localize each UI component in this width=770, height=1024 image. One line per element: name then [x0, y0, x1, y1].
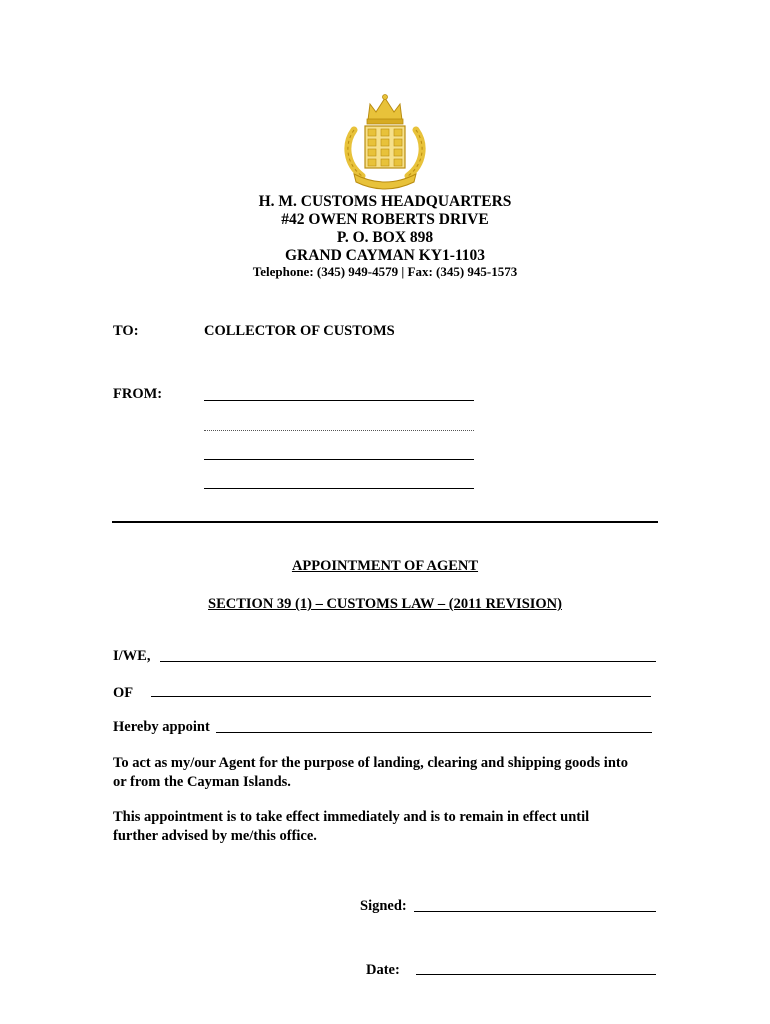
from-line-4[interactable]	[204, 488, 474, 489]
from-line-2[interactable]	[204, 430, 474, 431]
section-divider	[112, 521, 658, 523]
header-contact: Telephone: (345) 949-4579 | Fax: (345) 945-1573	[252, 264, 518, 279]
from-line-1[interactable]	[204, 400, 474, 401]
date-field[interactable]	[416, 974, 656, 975]
signed-label: Signed:	[360, 898, 407, 914]
from-label: FROM:	[113, 386, 163, 402]
to-label: TO:	[113, 323, 139, 339]
of-label: OF	[113, 685, 134, 701]
header-line-4: GRAND CAYMAN KY1-1103	[284, 247, 486, 264]
iwe-label: I/WE,	[113, 648, 151, 664]
document-subtitle: SECTION 39 (1) – CUSTOMS LAW – (2011 REVISION)	[208, 596, 562, 612]
appoint-label: Hereby appoint	[113, 719, 210, 735]
iwe-field[interactable]	[160, 661, 656, 662]
appoint-field[interactable]	[216, 732, 652, 733]
customs-crest-icon	[340, 92, 430, 192]
header-line-2: #42 OWEN ROBERTS DRIVE	[281, 211, 489, 228]
from-line-3[interactable]	[204, 459, 474, 460]
agent-purpose-line-2: or from the Cayman Islands.	[113, 774, 291, 790]
header-line-1: H. M. CUSTOMS HEADQUARTERS	[258, 193, 512, 210]
date-label: Date:	[366, 962, 400, 978]
to-value: COLLECTOR OF CUSTOMS	[204, 323, 395, 339]
header-line-3: P. O. BOX 898	[336, 229, 434, 246]
of-field[interactable]	[151, 696, 651, 697]
signed-field[interactable]	[414, 911, 656, 912]
document-title: APPOINTMENT OF AGENT	[291, 558, 479, 574]
agent-purpose-line-1: To act as my/our Agent for the purpose of landing, clearing and shipping goods into	[113, 755, 628, 771]
effect-line-1: This appointment is to take effect immediately and is to remain in effect until	[113, 809, 590, 825]
effect-line-2: further advised by me/this office.	[113, 828, 317, 844]
